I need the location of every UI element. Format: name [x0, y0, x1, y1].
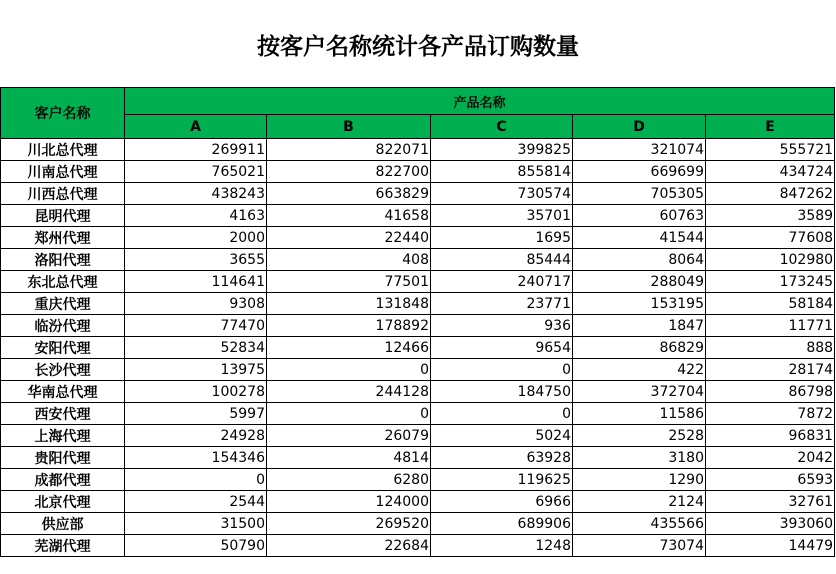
quantity-cell[interactable]: 11586	[573, 403, 706, 425]
table-row	[1, 293, 835, 315]
quantity-cell[interactable]: 689906	[431, 513, 573, 535]
quantity-cell[interactable]: 765021	[125, 161, 267, 183]
quantity-cell[interactable]: 822700	[267, 161, 431, 183]
table-row	[1, 447, 835, 469]
quantity-cell[interactable]: 8064	[573, 249, 706, 271]
customer-name-cell[interactable]: 安阳代理	[1, 337, 125, 359]
table-body	[1, 139, 835, 557]
quantity-cell[interactable]: 1290	[573, 469, 706, 491]
product-header-e: E	[706, 115, 835, 139]
table-row	[1, 535, 835, 557]
quantity-cell[interactable]: 173245	[706, 271, 835, 293]
quantity-cell[interactable]: 13975	[125, 359, 267, 381]
table-row	[1, 227, 835, 249]
quantity-cell[interactable]: 0	[125, 469, 267, 491]
quantity-cell[interactable]: 7872	[706, 403, 835, 425]
customer-name-cell[interactable]: 供应部	[1, 513, 125, 535]
quantity-cell[interactable]: 3589	[706, 205, 835, 227]
customer-name-cell[interactable]: 洛阳代理	[1, 249, 125, 271]
customer-name-cell[interactable]: 贵阳代理	[1, 447, 125, 469]
product-header-a: A	[125, 115, 267, 139]
customer-name-header: 客户名称	[1, 88, 125, 139]
quantity-cell[interactable]: 154346	[125, 447, 267, 469]
quantity-cell[interactable]: 77501	[267, 271, 431, 293]
quantity-cell[interactable]: 41658	[267, 205, 431, 227]
quantity-cell[interactable]: 14479	[706, 535, 835, 557]
quantity-cell[interactable]: 11771	[706, 315, 835, 337]
quantity-cell[interactable]: 936	[431, 315, 573, 337]
quantity-cell[interactable]: 58184	[706, 293, 835, 315]
quantity-cell[interactable]: 2042	[706, 447, 835, 469]
quantity-cell[interactable]: 3655	[125, 249, 267, 271]
customer-name-cell[interactable]: 芜湖代理	[1, 535, 125, 557]
table-row	[1, 161, 835, 183]
page-title: 按客户名称统计各产品订购数量	[257, 34, 579, 60]
quantity-cell[interactable]: 86798	[706, 381, 835, 403]
quantity-cell[interactable]: 1847	[573, 315, 706, 337]
quantity-cell[interactable]: 35701	[431, 205, 573, 227]
quantity-cell[interactable]: 22440	[267, 227, 431, 249]
quantity-cell[interactable]: 2528	[573, 425, 706, 447]
quantity-cell[interactable]: 372704	[573, 381, 706, 403]
product-header-c: C	[431, 115, 573, 139]
table-row	[1, 469, 835, 491]
quantity-cell[interactable]: 5024	[431, 425, 573, 447]
quantity-cell[interactable]: 73074	[573, 535, 706, 557]
quantity-cell[interactable]: 0	[267, 403, 431, 425]
order-quantity-table	[0, 87, 835, 557]
quantity-cell[interactable]: 41544	[573, 227, 706, 249]
quantity-cell[interactable]: 12466	[267, 337, 431, 359]
quantity-cell[interactable]: 4163	[125, 205, 267, 227]
quantity-cell[interactable]: 131848	[267, 293, 431, 315]
quantity-cell[interactable]: 6966	[431, 491, 573, 513]
product-header-d: D	[573, 115, 706, 139]
quantity-cell[interactable]: 2544	[125, 491, 267, 513]
product-name-header: 产品名称	[125, 88, 835, 115]
quantity-cell[interactable]: 96831	[706, 425, 835, 447]
quantity-cell[interactable]: 153195	[573, 293, 706, 315]
quantity-cell[interactable]: 31500	[125, 513, 267, 535]
quantity-cell[interactable]: 434724	[706, 161, 835, 183]
quantity-cell[interactable]: 669699	[573, 161, 706, 183]
quantity-cell[interactable]: 0	[431, 359, 573, 381]
quantity-cell[interactable]: 100278	[125, 381, 267, 403]
quantity-cell[interactable]: 114641	[125, 271, 267, 293]
table-row	[1, 381, 835, 403]
quantity-cell[interactable]: 705305	[573, 183, 706, 205]
quantity-cell[interactable]: 85444	[431, 249, 573, 271]
quantity-cell[interactable]: 663829	[267, 183, 431, 205]
quantity-cell[interactable]: 730574	[431, 183, 573, 205]
table-row	[1, 491, 835, 513]
quantity-cell[interactable]: 23771	[431, 293, 573, 315]
quantity-cell[interactable]: 888	[706, 337, 835, 359]
table-row	[1, 271, 835, 293]
quantity-cell[interactable]: 9308	[125, 293, 267, 315]
quantity-cell[interactable]: 321074	[573, 139, 706, 161]
quantity-cell[interactable]: 60763	[573, 205, 706, 227]
customer-name-cell[interactable]: 华南总代理	[1, 381, 125, 403]
quantity-cell[interactable]: 4814	[267, 447, 431, 469]
quantity-cell[interactable]: 269911	[125, 139, 267, 161]
quantity-cell[interactable]: 269520	[267, 513, 431, 535]
customer-name-cell[interactable]: 川西总代理	[1, 183, 125, 205]
quantity-cell[interactable]: 288049	[573, 271, 706, 293]
table-row	[1, 249, 835, 271]
customer-name-cell[interactable]: 川南总代理	[1, 161, 125, 183]
quantity-cell[interactable]: 178892	[267, 315, 431, 337]
customer-name-cell[interactable]: 东北总代理	[1, 271, 125, 293]
table-row	[1, 513, 835, 535]
quantity-cell[interactable]: 124000	[267, 491, 431, 513]
quantity-cell[interactable]: 86829	[573, 337, 706, 359]
table-row	[1, 359, 835, 381]
quantity-cell[interactable]: 244128	[267, 381, 431, 403]
quantity-cell[interactable]: 1248	[431, 535, 573, 557]
quantity-cell[interactable]: 50790	[125, 535, 267, 557]
quantity-cell[interactable]: 6593	[706, 469, 835, 491]
quantity-cell[interactable]: 240717	[431, 271, 573, 293]
quantity-cell[interactable]: 9654	[431, 337, 573, 359]
customer-name-cell[interactable]: 川北总代理	[1, 139, 125, 161]
quantity-cell[interactable]: 2124	[573, 491, 706, 513]
quantity-cell[interactable]: 28174	[706, 359, 835, 381]
quantity-cell[interactable]: 0	[267, 359, 431, 381]
quantity-cell[interactable]: 26079	[267, 425, 431, 447]
quantity-cell[interactable]: 399825	[431, 139, 573, 161]
table-row	[1, 183, 835, 205]
table-row	[1, 139, 835, 161]
customer-name-cell[interactable]: 长沙代理	[1, 359, 125, 381]
quantity-cell[interactable]: 102980	[706, 249, 835, 271]
quantity-cell[interactable]: 32761	[706, 491, 835, 513]
quantity-cell[interactable]: 22684	[267, 535, 431, 557]
customer-name-cell[interactable]: 昆明代理	[1, 205, 125, 227]
table-row	[1, 337, 835, 359]
table-row	[1, 205, 835, 227]
customer-name-cell[interactable]: 西安代理	[1, 403, 125, 425]
customer-name-cell[interactable]: 重庆代理	[1, 293, 125, 315]
quantity-cell[interactable]: 855814	[431, 161, 573, 183]
table-row	[1, 403, 835, 425]
product-header-b: B	[267, 115, 431, 139]
quantity-cell[interactable]: 2000	[125, 227, 267, 249]
quantity-cell[interactable]: 847262	[706, 183, 835, 205]
customer-name-cell[interactable]: 郑州代理	[1, 227, 125, 249]
quantity-cell[interactable]: 52834	[125, 337, 267, 359]
customer-name-cell[interactable]: 临汾代理	[1, 315, 125, 337]
quantity-cell[interactable]: 393060	[706, 513, 835, 535]
table-row	[1, 315, 835, 337]
table-row	[1, 425, 835, 447]
quantity-cell[interactable]: 24928	[125, 425, 267, 447]
customer-name-cell[interactable]: 成都代理	[1, 469, 125, 491]
quantity-cell[interactable]: 63928	[431, 447, 573, 469]
quantity-cell[interactable]: 822071	[267, 139, 431, 161]
quantity-cell[interactable]: 77470	[125, 315, 267, 337]
quantity-cell[interactable]: 555721	[706, 139, 835, 161]
quantity-cell[interactable]: 408	[267, 249, 431, 271]
quantity-cell[interactable]: 77608	[706, 227, 835, 249]
quantity-cell[interactable]: 5997	[125, 403, 267, 425]
quantity-cell[interactable]: 435566	[573, 513, 706, 535]
quantity-cell[interactable]: 3180	[573, 447, 706, 469]
quantity-cell[interactable]: 6280	[267, 469, 431, 491]
quantity-cell[interactable]: 119625	[431, 469, 573, 491]
quantity-cell[interactable]: 1695	[431, 227, 573, 249]
customer-name-cell[interactable]: 上海代理	[1, 425, 125, 447]
quantity-cell[interactable]: 0	[431, 403, 573, 425]
quantity-cell[interactable]: 438243	[125, 183, 267, 205]
customer-name-cell[interactable]: 北京代理	[1, 491, 125, 513]
quantity-cell[interactable]: 184750	[431, 381, 573, 403]
quantity-cell[interactable]: 422	[573, 359, 706, 381]
